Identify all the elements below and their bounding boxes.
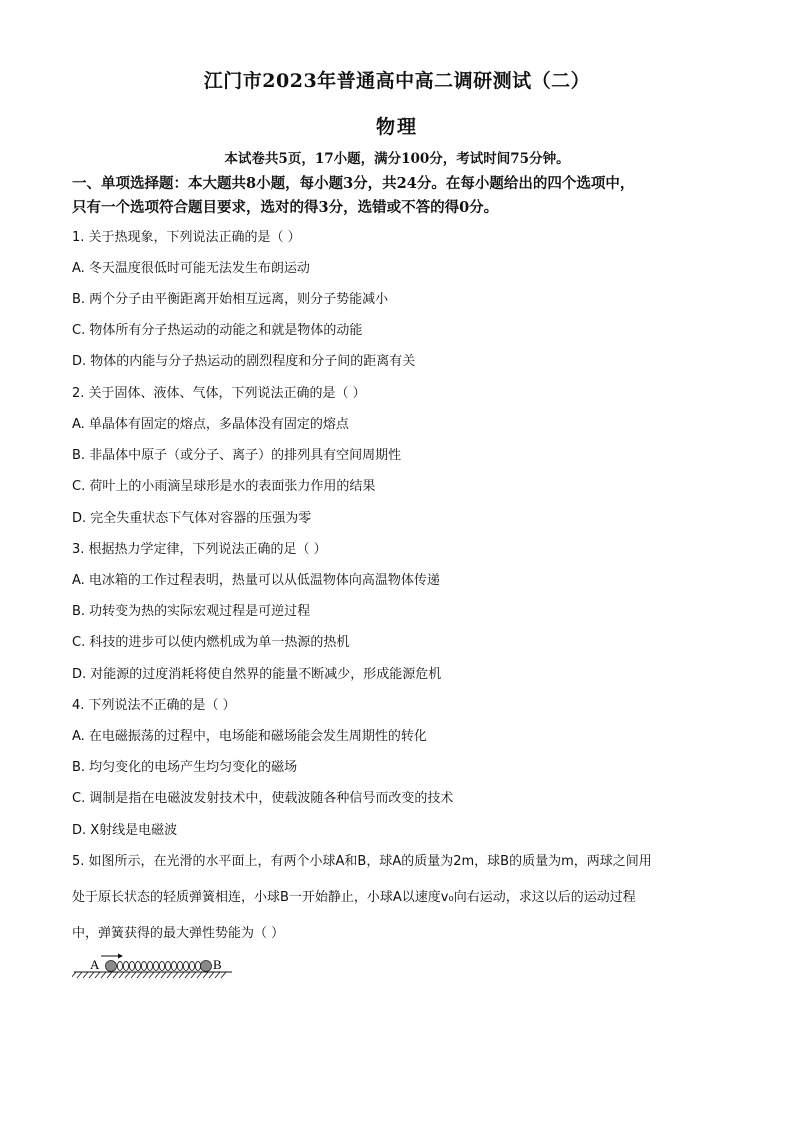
ball-a-label: A <box>90 957 100 972</box>
question-3-option-b: B. 功转变为热的实际宏观过程是可逆过程 <box>72 604 311 619</box>
hatch-mark <box>203 972 208 978</box>
question-1-option-a: A. 冬天温度很低时可能无法发生布朗运动 <box>72 261 310 276</box>
hatch-mark <box>83 972 88 978</box>
question-3-option-a: A. 电冰箱的工作过程表明，热量可以从低温物体向高温物体传递 <box>72 573 440 588</box>
hatch-mark <box>161 972 166 978</box>
question-4-option-a: A. 在电磁振荡的过程中，电场能和磁场能会发生周期性的转化 <box>72 729 427 744</box>
question-5-stem-line-3: 中，弹簧获得的最大弹性势能为（ ） <box>72 926 285 941</box>
question-4-option-c: C. 调制是指在电磁波发射技术中，使载波随各种信号而改变的技术 <box>72 791 454 806</box>
velocity-arrow-icon <box>101 954 123 959</box>
spring-balls-figure <box>72 952 242 984</box>
exam-info: 本试卷共5页，17小题，满分100分，考试时间75分钟。 <box>224 151 570 167</box>
ball-a <box>106 961 117 972</box>
question-1-option-b: B. 两个分子由平衡距离开始相互远离，则分子势能减小 <box>72 292 389 307</box>
hatch-mark <box>167 972 172 978</box>
ball-b <box>201 961 212 972</box>
hatch-mark <box>197 972 202 978</box>
question-2-option-a: A. 单晶体有固定的熔点，多晶体没有固定的熔点 <box>72 417 349 432</box>
ball-b-label: B <box>213 957 222 972</box>
question-3-option-c: C. 科技的进步可以使内燃机成为单一热源的热机 <box>72 635 350 650</box>
question-4-option-d: D. X射线是电磁波 <box>72 823 178 838</box>
question-2-option-d: D. 完全失重状态下气体对容器的压强为零 <box>72 511 312 526</box>
hatch-mark <box>72 972 76 978</box>
hatch-mark <box>215 972 220 978</box>
hatch-mark <box>101 972 106 978</box>
question-5-stem-line-1: 5. 如图所示，在光滑的水平面上，有两个小球A和B，球A的质量为2m，球B的质量为m，两球之间用 <box>72 854 652 869</box>
exam-title: 江门市2023年普通高中高二调研测试（二） <box>203 70 591 92</box>
question-2-stem: 2. 关于固体、液体、气体，下列说法正确的是（ ） <box>72 386 366 401</box>
hatch-mark <box>221 972 226 978</box>
hatch-mark <box>143 972 148 978</box>
question-4-option-b: B. 均匀变化的电场产生均匀变化的磁场 <box>72 760 298 775</box>
question-2-option-b: B. 非晶体中原子（或分子、离子）的排列具有空间周期性 <box>72 448 402 463</box>
hatch-mark <box>131 972 136 978</box>
hatch-mark <box>185 972 190 978</box>
exam-subject: 物理 <box>375 116 418 138</box>
hatch-mark <box>107 972 112 978</box>
page-bottom-margin <box>0 1000 794 1123</box>
question-3-stem: 3. 根据热力学定律，下列说法正确的足（ ） <box>72 542 327 557</box>
hatch-mark <box>191 972 196 978</box>
hatch-mark <box>179 972 184 978</box>
section-heading <box>72 172 732 220</box>
hatch-mark <box>77 972 82 978</box>
hatch-mark <box>113 972 118 978</box>
hatch-mark <box>209 972 214 978</box>
question-4-stem: 4. 下列说法不正确的是（ ） <box>72 698 236 713</box>
hatch-mark <box>149 972 154 978</box>
hatch-mark <box>119 972 124 978</box>
ground-hatching <box>72 972 226 978</box>
section-heading-line-2: 只有一个选项符合题目要求，选对的得3分，选错或不答的得0分。 <box>72 199 499 216</box>
section-heading-line-1: 一、单项选择题：本大题共8小题，每小题3分，共24分。在每小题给出的四个选项中， <box>72 175 635 192</box>
question-3-option-d: D. 对能源的过度消耗将使自然界的能量不断减少，形成能源危机 <box>72 667 442 682</box>
question-1-option-d: D. 物体的内能与分子热运动的剧烈程度和分子间的距离有关 <box>72 354 416 369</box>
question-2-option-c: C. 荷叶上的小雨滴呈球形是水的表面张力作用的结果 <box>72 479 376 494</box>
hatch-mark <box>137 972 142 978</box>
spring-coil <box>117 962 200 971</box>
hatch-mark <box>173 972 178 978</box>
question-5-stem-line-2: 处于原长状态的轻质弹簧相连，小球B一开始静止，小球A以速度v₀向右运动，求这以后的运动过程 <box>72 890 636 905</box>
question-1-stem: 1. 关于热现象，下列说法正确的是（ ） <box>72 230 301 245</box>
hatch-mark <box>125 972 130 978</box>
hatch-mark <box>95 972 100 978</box>
hatch-mark <box>155 972 160 978</box>
hatch-mark <box>89 972 94 978</box>
question-1-option-c: C. 物体所有分子热运动的动能之和就是物体的动能 <box>72 323 363 338</box>
